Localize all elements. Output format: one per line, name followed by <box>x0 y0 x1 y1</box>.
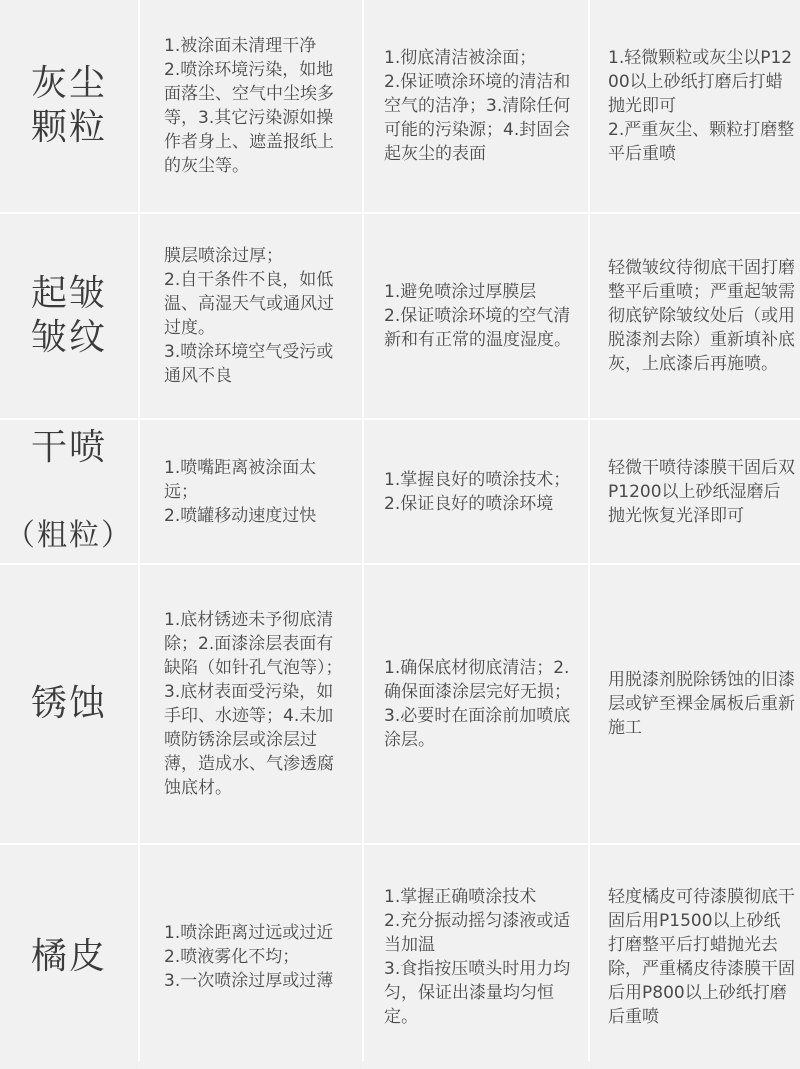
remedy-text: 1.轻微颗粒或灰尘以P1200以上砂纸打磨后打蜡抛光即可 2.严重灰尘、颗粒打磨整平后重喷 <box>608 48 795 164</box>
defect-name-group <box>5 420 133 563</box>
cause-cell <box>140 845 362 1069</box>
defect-name: 起皱 皱纹 <box>30 273 107 358</box>
remedy-cell <box>590 565 800 843</box>
defect-name-cell <box>0 0 138 212</box>
cause-text: 膜层喷涂过厚； 2.自干条件不良，如低温、高湿天气或通风过过度。 3.喷涂环境空气受污或通风不良 <box>164 246 334 386</box>
remedy-text: 用脱漆剂脱除锈蚀的旧漆层或铲至裸金属板后重新施工 <box>608 670 795 738</box>
cause-cell <box>140 420 362 563</box>
defect-name: 锈蚀 <box>30 683 107 724</box>
prevention-cell <box>364 214 588 418</box>
cause-text: 1.喷涂距离过远或过近 2.喷液雾化不均； 3.一次喷涂过厚或过薄 <box>164 923 334 991</box>
defect-name: 橘皮 <box>30 936 107 977</box>
cause-cell <box>140 214 362 418</box>
remedy-cell <box>590 845 800 1069</box>
cause-cell <box>140 565 362 843</box>
remedy-cell <box>590 420 800 563</box>
remedy-text: 轻度橘皮可待漆膜彻底干固后用P1500以上砂纸打磨整平后打蜡抛光去除，严重橘皮待漆膜干固后用P800以上砂纸打磨后重喷 <box>608 887 795 1027</box>
remedy-cell <box>590 0 800 212</box>
defect-name-cell <box>0 845 138 1069</box>
cause-text: 1.被涂面未清理干净 2.喷涂环境污染，如地面落尘、空气中尘埃多等，3.其它污染源如操作者身上、遮盖报纸上的灰尘等。 <box>164 36 334 176</box>
defect-name-cell <box>0 565 138 843</box>
prevention-text: 1.确保底材彻底清洁；2.确保面漆涂层完好无损； 3.必要时在面涂前加喷底涂层。 <box>384 658 571 750</box>
defect-name: 干喷 <box>30 426 107 468</box>
prevention-cell <box>364 565 588 843</box>
remedy-cell <box>590 214 800 418</box>
prevention-text: 1.避免喷涂过厚膜层 2.保证喷涂环境的空气清新和有正常的温度湿度。 <box>384 282 571 350</box>
remedy-text: 轻微皱纹待彻底干固打磨整平后重喷；严重起皱需彻底铲除皱纹处后（或用脱漆剂去除）重新填补底灰，上底漆后再施喷。 <box>608 258 795 374</box>
cause-text: 1.底材锈迹未予彻底清除；2.面漆涂层表面有缺陷（如针孔气泡等）；3.底材表面受污染，如手印、水迹等；4.未加喷防锈涂层或涂层过薄，造成水、气渗透腐蚀底材。 <box>164 610 343 798</box>
remedy-text: 轻微干喷待漆膜干固后双P1200以上砂纸湿磨后抛光恢复光泽即可 <box>608 457 795 526</box>
defect-name-cell <box>0 214 138 418</box>
prevention-cell <box>364 0 588 212</box>
cause-text: 1.喷嘴距离被涂面太远； 2.喷罐移动速度过快 <box>164 457 317 526</box>
defect-name: 灰尘 颗粒 <box>30 63 107 148</box>
prevention-text: 1.掌握良好的喷涂技术； 2.保证良好的喷涂环境 <box>384 469 571 514</box>
defect-name-sub: （粗粒） <box>5 517 133 553</box>
prevention-text: 1.掌握正确喷涂技术 2.充分振动摇匀漆液或适当加温 3.食指按压喷头时用力均匀，保证出漆量均匀恒定。 <box>384 887 571 1027</box>
prevention-text: 1.彻底清洁被涂面； 2.保证喷涂环境的清洁和空气的洁净；3.清除任何可能的污染源；4.封固会起灰尘的表面 <box>384 48 571 164</box>
cause-cell <box>140 0 362 212</box>
prevention-cell <box>364 845 588 1069</box>
prevention-cell <box>364 420 588 563</box>
defect-name-cell <box>0 420 138 563</box>
